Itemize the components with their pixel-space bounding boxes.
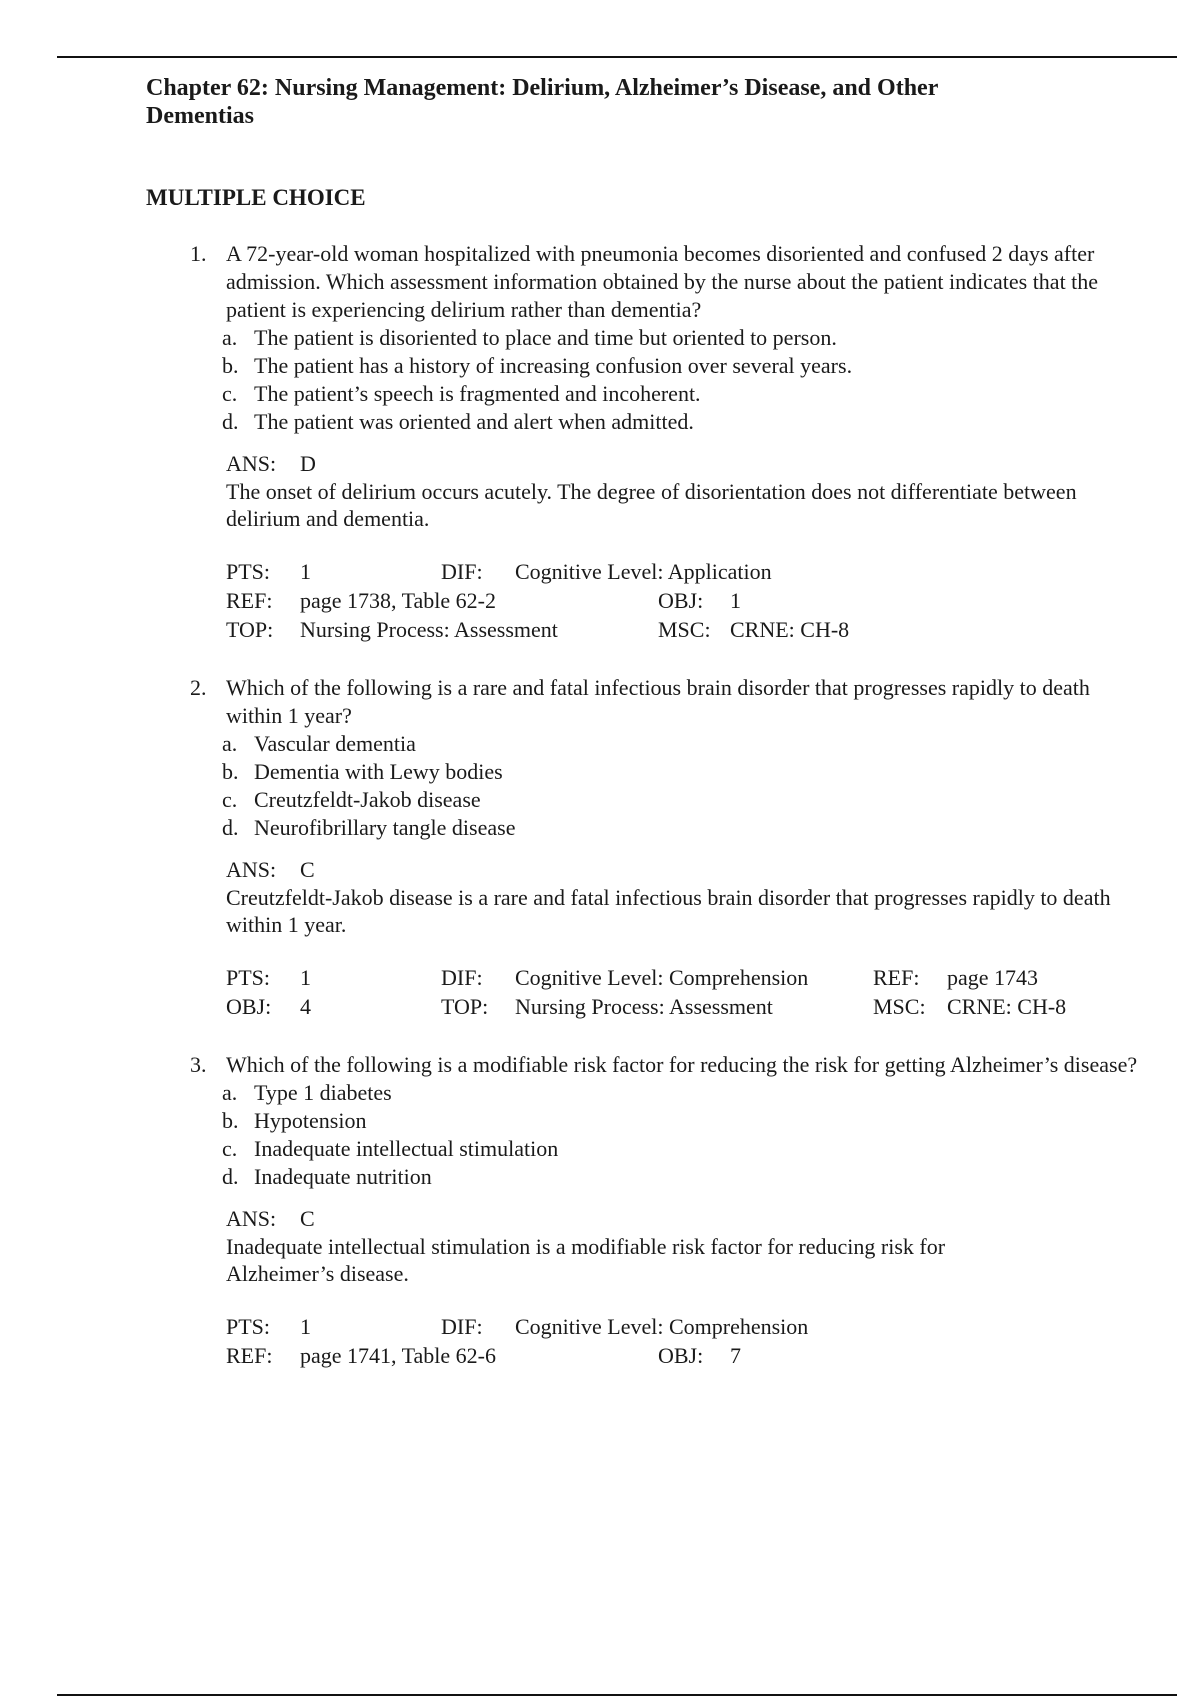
question-number: 2. <box>190 675 207 700</box>
top-value: Nursing Process: Assessment <box>515 994 773 1019</box>
answer-label: ANS: <box>226 857 277 882</box>
answer-value: D <box>300 451 316 476</box>
question-number: 1. <box>190 241 207 266</box>
question-meta <box>226 964 1150 1021</box>
msc-value: CRNE: CH-8 <box>730 617 850 642</box>
option-text: Inadequate intellectual stimulation <box>254 1136 559 1161</box>
question-meta <box>226 558 1150 644</box>
msc-label: MSC: <box>658 617 711 642</box>
question-2 <box>190 674 1150 1021</box>
chapter-title: Chapter 62: Nursing Management: Delirium, Alzheimer’s Disease, and Other Dementias <box>146 75 938 129</box>
answer-value: C <box>300 1206 315 1231</box>
option-letter: a. <box>222 1080 238 1105</box>
option-a <box>222 1079 1150 1107</box>
rationale: The onset of delirium occurs acutely. The degree of disorientation does not differentiate between delirium and dementia. <box>226 479 1077 531</box>
option-d <box>222 1163 1150 1191</box>
option-text: Type 1 diabetes <box>254 1080 392 1105</box>
dif-value: Cognitive Level: Comprehension <box>515 1314 809 1339</box>
rationale: Inadequate intellectual stimulation is a modifiable risk factor for reducing risk for Alzheimer’s disease. <box>226 1234 946 1286</box>
bottom-rule <box>57 1694 1177 1696</box>
option-text: Creutzfeldt-Jakob disease <box>254 787 481 812</box>
answer-block <box>226 856 1150 1021</box>
question-stem: Which of the following is a rare and fatal infectious brain disorder that progresses rapidly to death within 1 year? <box>226 675 1090 728</box>
option-c <box>222 1135 1150 1163</box>
msc-label: MSC: <box>873 994 926 1019</box>
option-a <box>222 324 1150 352</box>
top-label: TOP: <box>226 617 274 642</box>
option-text: The patient’s speech is fragmented and incoherent. <box>254 381 701 406</box>
obj-label: OBJ: <box>658 588 704 613</box>
question-meta <box>226 1313 1150 1370</box>
option-letter: a. <box>222 731 238 756</box>
pts-label: PTS: <box>226 965 271 990</box>
obj-value: 7 <box>730 1343 741 1368</box>
option-b <box>222 352 1150 380</box>
obj-value: 1 <box>730 588 741 613</box>
option-text: The patient has a history of increasing confusion over several years. <box>254 353 853 378</box>
top-rule <box>57 56 1177 58</box>
option-a <box>222 730 1150 758</box>
option-letter: b. <box>222 759 239 784</box>
dif-value: Cognitive Level: Comprehension <box>515 965 809 990</box>
option-text: Inadequate nutrition <box>254 1164 432 1189</box>
option-letter: d. <box>222 1164 239 1189</box>
obj-label: OBJ: <box>226 994 272 1019</box>
option-letter: c. <box>222 1136 238 1161</box>
ref-label: REF: <box>873 965 920 990</box>
dif-label: DIF: <box>441 1314 483 1339</box>
option-d <box>222 408 1150 436</box>
option-text: The patient was oriented and alert when admitted. <box>254 409 694 434</box>
ref-label: REF: <box>226 588 273 613</box>
option-list <box>222 730 1150 842</box>
answer-block <box>226 1205 1150 1370</box>
option-letter: c. <box>222 787 238 812</box>
option-text: Hypotension <box>254 1108 367 1133</box>
option-letter: c. <box>222 381 238 406</box>
section-heading: MULTIPLE CHOICE <box>146 185 366 210</box>
dif-label: DIF: <box>441 965 483 990</box>
pts-label: PTS: <box>226 1314 271 1339</box>
question-number: 3. <box>190 1052 207 1077</box>
option-list <box>222 324 1150 436</box>
question-stem: Which of the following is a modifiable risk factor for reducing the risk for getting Alzheimer’s disease? <box>226 1052 1138 1077</box>
option-letter: a. <box>222 325 238 350</box>
ref-value: page 1741, Table 62-6 <box>300 1343 497 1368</box>
option-letter: b. <box>222 1108 239 1133</box>
option-letter: b. <box>222 353 239 378</box>
ref-value: page 1738, Table 62-2 <box>300 588 497 613</box>
option-c <box>222 786 1150 814</box>
answer-line <box>226 450 1150 478</box>
answer-block <box>226 450 1150 644</box>
dif-label: DIF: <box>441 559 483 584</box>
obj-value: 4 <box>300 994 311 1019</box>
top-label: TOP: <box>441 994 489 1019</box>
option-list <box>222 1079 1150 1191</box>
question-1 <box>190 240 1150 644</box>
option-letter: d. <box>222 815 239 840</box>
option-b <box>222 758 1150 786</box>
answer-value: C <box>300 857 315 882</box>
pts-value: 1 <box>300 965 311 990</box>
msc-value: CRNE: CH-8 <box>947 994 1067 1019</box>
obj-label: OBJ: <box>658 1343 704 1368</box>
pts-value: 1 <box>300 1314 311 1339</box>
option-text: Dementia with Lewy bodies <box>254 759 503 784</box>
option-letter: d. <box>222 409 239 434</box>
pts-label: PTS: <box>226 559 271 584</box>
option-text: Neurofibrillary tangle disease <box>254 815 516 840</box>
answer-label: ANS: <box>226 1206 277 1231</box>
top-value: Nursing Process: Assessment <box>300 617 558 642</box>
dif-value: Cognitive Level: Application <box>515 559 772 584</box>
ref-value: page 1743 <box>947 965 1039 990</box>
answer-line <box>226 856 1150 884</box>
answer-line <box>226 1205 1150 1233</box>
question-stem: A 72-year-old woman hospitalized with pneumonia becomes disoriented and confused 2 days after admission. Which assessment information obtained by the nurse about the patient indicates that the patient is experiencing delirium rather than dementia? <box>226 241 1099 322</box>
option-text: The patient is disoriented to place and time but oriented to person. <box>254 325 837 350</box>
option-text: Vascular dementia <box>254 731 416 756</box>
option-c <box>222 380 1150 408</box>
option-b <box>222 1107 1150 1135</box>
rationale: Creutzfeldt-Jakob disease is a rare and fatal infectious brain disorder that progresses rapidly to death within 1 year. <box>226 885 1111 937</box>
question-3 <box>190 1051 1150 1370</box>
answer-label: ANS: <box>226 451 277 476</box>
ref-label: REF: <box>226 1343 273 1368</box>
pts-value: 1 <box>300 559 311 584</box>
option-d <box>222 814 1150 842</box>
